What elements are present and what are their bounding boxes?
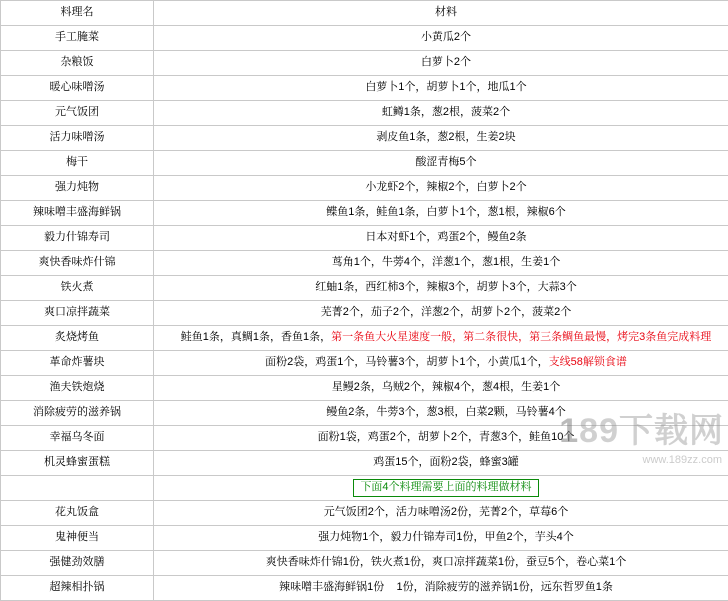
recipe-material-text: 鲑鱼1条，真鲷1条，香鱼1条， <box>181 331 331 343</box>
recipe-material: 日本对虾1个，鸡蛋2个，鳗鱼2条 <box>154 226 728 251</box>
recipe-material: 小黄瓜2个 <box>154 26 728 51</box>
recipe-material <box>154 351 728 376</box>
table-row <box>1 526 728 551</box>
note-row <box>1 476 728 501</box>
table-row <box>1 301 728 326</box>
recipe-name: 梅干 <box>1 151 154 176</box>
table-row <box>1 26 728 51</box>
recipe-material: 鲽鱼1条，鲑鱼1条，白萝卜1个，葱1根，辣椒6个 <box>154 201 728 226</box>
recipe-name: 超辣相扑锅 <box>1 576 154 601</box>
header-cell-name: 料理名 <box>1 1 154 26</box>
recipe-material: 星鳗2条，乌贼2个，辣椒4个，葱4根，生姜1个 <box>154 376 728 401</box>
recipe-name: 元气饭团 <box>1 101 154 126</box>
recipe-material-note: 支线58解锁食谱 <box>549 356 627 368</box>
table-row <box>1 151 728 176</box>
recipe-material: 红蚰1条，西红柿3个，辣椒3个，胡萝卜3个，大蒜3个 <box>154 276 728 301</box>
recipe-material: 虹鳟1条，葱2根，菠菜2个 <box>154 101 728 126</box>
table-row <box>1 126 728 151</box>
table-row <box>1 401 728 426</box>
recipe-name: 爽口凉拌蔬菜 <box>1 301 154 326</box>
table-row <box>1 351 728 376</box>
recipe-name: 杂粮饭 <box>1 51 154 76</box>
table-row <box>1 326 728 351</box>
recipe-material: 面粉1袋，鸡蛋2个，胡萝卜2个，青葱3个，鲑鱼10个 <box>154 426 728 451</box>
recipe-material-text: 面粉2袋，鸡蛋1个，马铃薯3个，胡萝卜1个，小黄瓜1个， <box>265 356 549 368</box>
recipe-material: 茑角1个，牛蒡4个，洋葱1个，葱1根，生姜1个 <box>154 251 728 276</box>
recipe-material: 小龙虾2个，辣椒2个，白萝卜2个 <box>154 176 728 201</box>
note-empty-cell <box>1 476 154 501</box>
table-row <box>1 551 728 576</box>
recipe-material: 鳗鱼2条，牛蒡3个，葱3根，白菜2颗，马铃薯4个 <box>154 401 728 426</box>
recipe-name: 鬼神便当 <box>1 526 154 551</box>
recipe-material: 白萝卜2个 <box>154 51 728 76</box>
watermark-text: 89下载网 <box>579 412 724 450</box>
recipe-name: 毅力什锦寿司 <box>1 226 154 251</box>
recipe-name: 暖心味噌汤 <box>1 76 154 101</box>
watermark-sub: www.189zz.com <box>643 454 722 466</box>
table-row <box>1 51 728 76</box>
table-row <box>1 251 728 276</box>
recipe-material: 爽快香味炸什锦1份，铁火煮1份，爽口凉拌蔬菜1份，蚕豆5个，卷心菜1个 <box>154 551 728 576</box>
table-row <box>1 376 728 401</box>
recipe-material: 剥皮鱼1条，葱2根，生姜2块 <box>154 126 728 151</box>
recipe-name: 机灵蜂蜜蛋糕 <box>1 451 154 476</box>
recipe-name: 辣味噌丰盛海鲜锅 <box>1 201 154 226</box>
recipe-material: 白萝卜1个，胡萝卜1个，地瓜1个 <box>154 76 728 101</box>
recipe-material <box>154 326 728 351</box>
table-row <box>1 201 728 226</box>
watermark-prefix: 1 <box>559 412 579 450</box>
recipe-name: 炙烧烤鱼 <box>1 326 154 351</box>
table-row <box>1 501 728 526</box>
recipe-material-text: 辣味噌丰盛海鲜锅1份 <box>279 581 384 593</box>
recipe-table-body <box>1 1 728 601</box>
table-row <box>1 276 728 301</box>
recipe-name: 革命炸薯块 <box>1 351 154 376</box>
recipe-material: 芜菁2个，茄子2个，洋葱2个，胡萝卜2个，菠菜2个 <box>154 301 728 326</box>
note-text: 下面4个料理需要上面的料理做材料 <box>353 479 538 497</box>
recipe-material: 强力炖物1个，毅力什锦寿司1份，甲鱼2个，芋头4个 <box>154 526 728 551</box>
table-row <box>1 226 728 251</box>
recipe-name: 活力味噌汤 <box>1 126 154 151</box>
recipe-name: 铁火煮 <box>1 276 154 301</box>
header-cell-material: 材料 <box>154 1 728 26</box>
recipe-name: 消除疲劳的滋养锅 <box>1 401 154 426</box>
recipe-name: 手工腌菜 <box>1 26 154 51</box>
table-row <box>1 426 728 451</box>
recipe-material: 酸涩青梅5个 <box>154 151 728 176</box>
recipe-name: 强力炖物 <box>1 176 154 201</box>
table-row <box>1 101 728 126</box>
table-header-row <box>1 1 728 26</box>
recipe-material-text-2: 1份，消除疲劳的滋养锅1份，远东哲罗鱼1条 <box>397 581 613 593</box>
table-row <box>1 576 728 601</box>
recipe-name: 强健劲效膳 <box>1 551 154 576</box>
recipe-name: 幸福乌冬面 <box>1 426 154 451</box>
recipe-material <box>154 576 728 601</box>
recipe-material-note: 第一条鱼大火星速度一般，第二条很快，第三条鲷鱼最慢，烤完3条鱼完成料理 <box>331 331 711 343</box>
recipe-name: 花丸饭盒 <box>1 501 154 526</box>
recipe-material: 鸡蛋15个，面粉2袋，蜂蜜3罐 <box>154 451 728 476</box>
table-row <box>1 176 728 201</box>
recipe-name: 渔夫铁炮烧 <box>1 376 154 401</box>
recipe-name: 爽快香味炸什锦 <box>1 251 154 276</box>
note-cell <box>154 476 728 501</box>
table-row <box>1 451 728 476</box>
recipe-material: 元气饭团2个，活力味噌汤2份，芜菁2个，草莓6个 <box>154 501 728 526</box>
table-row <box>1 76 728 101</box>
